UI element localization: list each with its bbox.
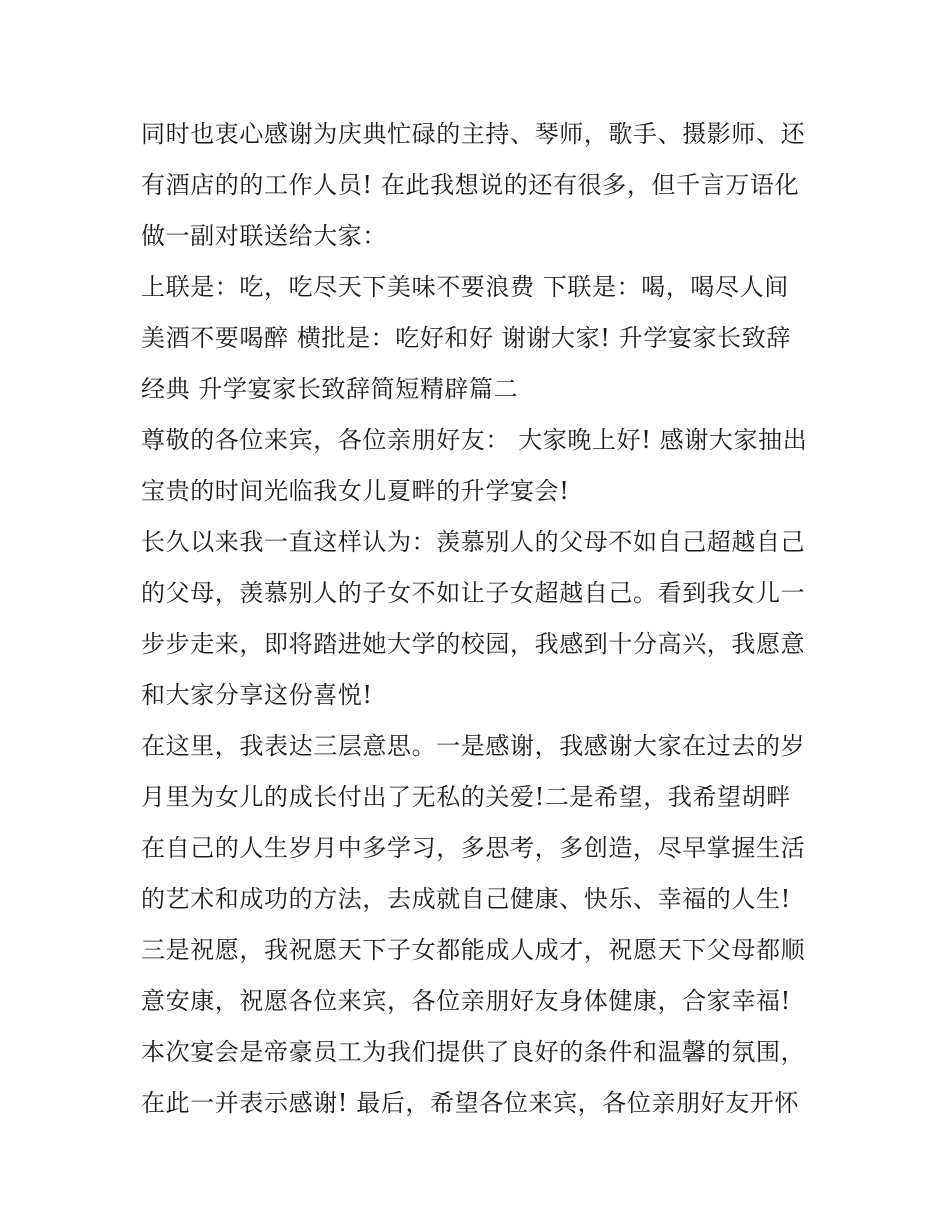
text-line: 有酒店的的工作人员! 在此我想说的还有很多，但千言万语化	[141, 171, 800, 199]
text-line: 同时也衷心感谢为庆典忙碌的主持、琴师，歌手、摄影师、还	[141, 120, 806, 148]
text-line: 宝贵的时间光临我女儿夏畔的升学宴会!	[141, 477, 570, 505]
text-line: 本次宴会是帝豪员工为我们提供了良好的条件和温馨的氛围，	[141, 1038, 806, 1066]
text-line: 三是祝愿，我祝愿天下子女都能成人成才，祝愿天下父母都顺	[141, 936, 806, 964]
text-line: 的艺术和成功的方法，去成就自己健康、快乐、幸福的人生!	[141, 885, 791, 913]
text-line: 月里为女儿的成长付出了无私的关爱!二是希望，我希望胡畔	[141, 783, 791, 811]
text-line: 和大家分享这份喜悦!	[141, 681, 373, 709]
text-line: 做一副对联送给大家：	[141, 222, 387, 250]
text-line: 意安康，祝愿各位来宾，各位亲朋好友身体健康，合家幸福!	[141, 987, 791, 1015]
text-line: 上联是：吃，吃尽天下美味不要浪费 下联是：喝，喝尽人间	[141, 273, 789, 301]
text-line: 步步走来，即将踏进她大学的校园，我感到十分高兴，我愿意	[141, 630, 806, 658]
text-line: 的父母，羡慕别人的子女不如让子女超越自己。看到我女儿一	[141, 579, 806, 607]
text-line: 在自己的人生岁月中多学习，多思考，多创造，尽早掌握生活	[141, 834, 806, 862]
text-line: 美酒不要喝醉 横批是：吃好和好 谢谢大家! 升学宴家长致辞	[141, 324, 791, 352]
text-line: 尊敬的各位来宾，各位亲朋好友： 大家晚上好! 感谢大家抽出	[141, 426, 808, 454]
document-body	[141, 109, 821, 1129]
text-line: 经典 升学宴家长致辞简短精辟篇二	[141, 375, 519, 403]
text-line: 长久以来我一直这样认为：羡慕别人的父母不如自己超越自己	[141, 528, 806, 556]
text-line: 在这里，我表达三层意思。一是感谢，我感谢大家在过去的岁	[141, 732, 806, 760]
text-line: 在此一并表示感谢! 最后，希望各位来宾，各位亲朋好友开怀	[141, 1089, 800, 1117]
